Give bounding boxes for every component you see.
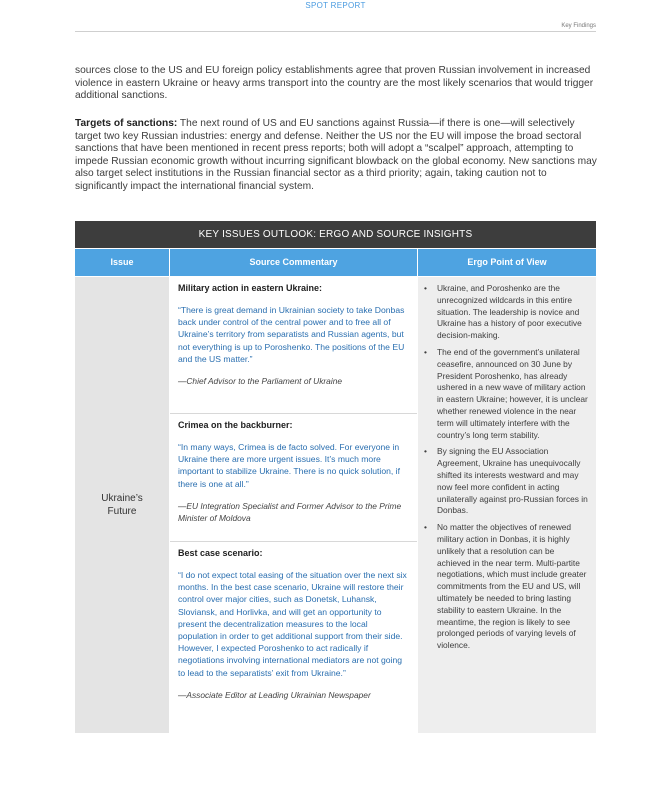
table-title: KEY ISSUES OUTLOOK: ERGO AND SOURCE INSIGHTS	[75, 221, 596, 248]
ergo-pov-cell	[418, 277, 596, 733]
commentary-block	[170, 277, 417, 414]
commentary-attribution: —Associate Editor at Leading Ukrainian Newspaper	[178, 689, 371, 700]
commentary-block	[170, 542, 417, 731]
section-label: Key Findings	[561, 23, 596, 29]
paragraph-sanction-triggers: sources close to the US and EU foreign policy establishments agree that proven Russian involvement in increased violence in eastern Ukraine or heavy arms transport into the country are the most likely scenarios that would trigger additional sanctions.	[75, 65, 594, 102]
pov-list-item	[424, 347, 590, 441]
bullet-icon: •	[424, 446, 427, 457]
header-divider	[75, 31, 596, 32]
commentary-title: Military action in eastern Ukraine:	[178, 283, 323, 293]
bullet-icon: •	[424, 346, 427, 357]
commentary-title: Best case scenario:	[178, 548, 263, 558]
commentary-quote: “I do not expect total easing of the situation over the next six months. In the best case scenario, Ukraine will restore their control over major cities, such as Donetsk, Luhansk, Sloviansk, and Horlivka, and will get an opportunity to present the decentralization measures to the local population in order to get additional support from their side. However, I expected Poroshenko to act radically if negotiations involving international mediators are not going to lead to the separatists’ exit from Ukraine.”	[178, 570, 407, 678]
paragraph-body: The next round of US and EU sanctions against Russia—if there is one—will selectively target two key Russian industries: energy and defense. Neither the US nor the EU will impose the broad sectoral sanctions that have been mentioned in recent press reports; both will adopt a “scalpel” approach, attempting to impede Russian economic growth without incurring significant blowback on the global economy. New sanctions may also target select institutions in the Russian financial sector as a third priority; again, taking caution not to significantly impact the international financial system.	[75, 118, 597, 192]
pov-list-item	[424, 283, 590, 342]
paragraph-targets-of-sanctions	[75, 118, 597, 194]
pov-text: By signing the EU Association Agreement, Ukraine has unequivocally shifted its interests westward and may now feel more confident in acting unilaterally against pro-Russian forces in Donbas.	[437, 446, 588, 516]
source-commentary-cell	[170, 277, 417, 733]
pov-list	[424, 283, 590, 652]
commentary-block	[170, 414, 417, 542]
table-row	[75, 277, 596, 733]
report-label: SPOT REPORT	[305, 1, 366, 10]
column-header-issue: Issue	[75, 249, 169, 276]
pov-text: Ukraine, and Poroshenko are the unrecognized wildcards in this entire situation. The leadership is novice and Ukraine has a history of poor executive decision-making.	[437, 283, 582, 341]
commentary-title: Crimea on the backburner:	[178, 420, 293, 430]
pov-list-item	[424, 446, 590, 517]
issue-label: Ukraine’s Future	[101, 493, 143, 517]
commentary-quote: “In many ways, Crimea is de facto solved. For everyone in Ukraine there are more urgent issues. It’s much more important to stabilize Ukraine. There is no quick solution, if there is one at all.”	[178, 442, 400, 489]
commentary-attribution: —Chief Advisor to the Parliament of Ukraine	[178, 376, 343, 387]
pov-text: No matter the objectives of renewed military action in Donbas, it is highly unlikely that a resolution can be achieved in the near term. Multi-partite negotiations, which must include greater commitments from the EU and US, will ultimately be needed to bring lasting stability to eastern Ukraine. In the meantime, the region is likely to see prolonged periods of varying levels of violence.	[437, 522, 587, 651]
pov-text: The end of the government’s unilateral ceasefire, announced on 30 June by President Poroshenko, has already ushered in a new wave of military action in eastern Ukraine; however, it is unclear whether renewed violence in the near term will ultimately interfere with the country’s long term stability.	[437, 346, 588, 440]
bullet-icon: •	[424, 283, 427, 293]
key-issues-table	[75, 221, 596, 733]
table-header-row	[75, 249, 596, 276]
issue-cell	[75, 277, 169, 733]
paragraph-heading: Targets of sanctions:	[75, 118, 178, 129]
column-header-ergo-pov: Ergo Point of View	[418, 249, 596, 276]
commentary-attribution: —EU Integration Specialist and Former Advisor to the Prime Minister of Moldova	[178, 500, 402, 523]
commentary-quote: “There is great demand in Ukrainian society to take Donbas back under control of the central power and to free all of Ukraine’s territory from separatists and Russian agents, but not everything is up to Poroshenko. The positions of the EU and the US matter.”	[178, 305, 405, 364]
column-header-source-commentary: Source Commentary	[170, 249, 417, 276]
pov-list-item	[424, 522, 590, 652]
bullet-icon: •	[424, 522, 427, 533]
